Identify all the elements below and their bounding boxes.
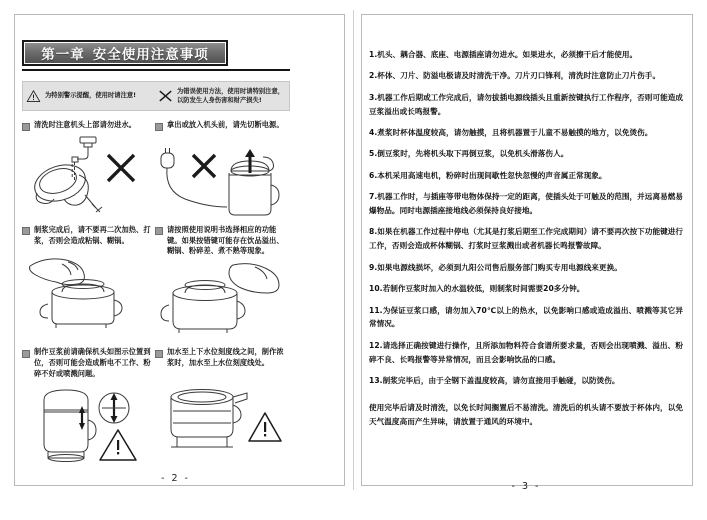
safety-item-1-text: 清洗时注意机头上部请勿进水。 bbox=[34, 120, 137, 129]
closing-note-paragraph: 使用完毕后请及时清洗，以免长时间搁置后不易清洗。清洗后的机头请不要放于杯体内，以免天气温度高而产生异味，请放置于通风的环境中。 bbox=[369, 402, 683, 426]
warning-legend-strip bbox=[22, 81, 290, 111]
safety-item-6 bbox=[155, 347, 294, 473]
note-item-5: 5.倒豆浆时，先将机头取下再倒豆浆，以免机头滑落伤人。 bbox=[369, 149, 569, 159]
safety-item-4 bbox=[155, 225, 294, 347]
square-bullet-icon bbox=[22, 350, 30, 358]
square-bullet-icon bbox=[155, 123, 163, 131]
forbidden-cross-icon bbox=[193, 155, 215, 177]
banner-label-group bbox=[22, 40, 228, 66]
note-item-11: 11.为保证豆浆口感，请勿加入70℃以上的热水，以免影响口感或造成溢出、喷溅等其它异常情况。 bbox=[369, 305, 683, 329]
note-item-10: 10.若制作豆浆时加入的水温较低，则制浆时间需要20多分钟。 bbox=[369, 284, 585, 294]
safety-item-2 bbox=[155, 120, 294, 225]
note-item-2: 2.杯体、刀片、防溢电极请及时清洗干净。刀片刃口锋利，清洗时注意防止刀片伤手。 bbox=[369, 71, 661, 81]
legend-entry-warning bbox=[23, 82, 155, 110]
safety-item-3 bbox=[22, 225, 155, 347]
left-page-number: - 2 - bbox=[161, 473, 190, 484]
safety-item-6-text: 加水至上下水位刻度线之间，制作浓浆时，加水至上水位刻度线处。 bbox=[167, 347, 284, 367]
warning-triangle-icon bbox=[249, 413, 281, 441]
safety-items-grid bbox=[22, 120, 294, 474]
note-item-7: 7.机器工作时，与插座等带电物体保持一定的距离，使插头处于可触及的范围，并远离易燃易爆物品。同时电源插座接地线必须保持良好接地。 bbox=[369, 192, 684, 216]
safety-item-5-text: 制作豆浆前请确保机头如图示位置到位，否则可能会造成断电不工作、粉碎不好或喷溅问题。 bbox=[34, 347, 151, 378]
chapter-title-label: 安全使用注意事项 bbox=[92, 47, 209, 63]
safety-item-5 bbox=[22, 347, 155, 473]
forbidden-cross-icon bbox=[158, 89, 173, 103]
square-bullet-icon bbox=[22, 227, 30, 235]
chapter-number-label: 第一章 bbox=[41, 47, 85, 63]
figure-faucet-washing-head bbox=[22, 133, 151, 225]
chapter-title-banner bbox=[22, 40, 228, 66]
figure-select-correct-function-key bbox=[155, 259, 290, 347]
note-item-9: 9.如果电源线损坏，必须到九阳公司售后服务部门购买专用电源线来更换。 bbox=[369, 262, 622, 272]
warning-triangle-icon bbox=[26, 89, 41, 103]
warning-triangle-icon bbox=[100, 430, 136, 460]
figure-no-second-heating-cycle bbox=[22, 248, 151, 336]
note-item-8: 8.如果在机器工作过程中停电（尤其是打浆后期至工作完成期间）请不要再次按下功能键进行工作，否则会造成杯体糊锅、打浆时豆浆溅出或者机器长鸣报警故障。 bbox=[369, 227, 684, 251]
legend-warning-text: 为特别警示提醒，使用时请注意! bbox=[45, 92, 137, 100]
note-item-1: 1.机头、耦合器、底座、电源插座请勿进水。如果进水，必须擦干后才能使用。 bbox=[369, 50, 638, 59]
square-bullet-icon bbox=[155, 350, 163, 358]
square-bullet-icon bbox=[22, 123, 30, 131]
chapter-underline bbox=[22, 69, 290, 71]
legend-forbidden-text: 为错误使用方法，使用时请特别注意，以防发生人身伤害和财产损失! bbox=[177, 87, 285, 104]
figure-water-level-marks bbox=[155, 371, 290, 463]
note-item-12: 12.请选择正确按键进行操作，且所添加物料符合食谱所要求量，否则会出现喷溅、溢出、粉碎不良、长鸣报警等异常情况，而且会影响饮品的口感。 bbox=[369, 340, 683, 364]
left-page bbox=[0, 0, 353, 500]
figure-head-seated-position-detail bbox=[22, 382, 151, 474]
safety-notes-list bbox=[369, 48, 683, 388]
safety-item-4-text: 请按照使用说明书选择相应的功能键。如果按错键可能存在饮品溢出、糊锅、粉碎差、煮不熟等现象。 bbox=[167, 224, 284, 256]
right-page-number: - 3 - bbox=[511, 481, 541, 492]
forbidden-cross-icon bbox=[108, 155, 134, 181]
safety-item-3-text: 制浆完成后，请不要再二次加热、打浆，否则会造成粘锅、糊锅。 bbox=[34, 224, 151, 245]
right-page bbox=[353, 0, 707, 500]
note-item-6: 6.本机采用高速电机，粉碎时出现间歇性忽快忽慢的声音属正常现象。 bbox=[369, 170, 607, 180]
safety-item-2-text: 拿出或放入机头前，请先切断电源。 bbox=[167, 120, 284, 129]
figure-unplug-before-removing-head bbox=[155, 133, 290, 225]
safety-item-1 bbox=[22, 120, 155, 225]
square-bullet-icon bbox=[155, 227, 163, 235]
note-item-13: 13.制浆完毕后，由于全钢下盖温度较高，请勿直接用手触碰，以防烫伤。 bbox=[369, 375, 620, 385]
legend-entry-forbidden bbox=[155, 82, 289, 110]
note-item-3: 3.机器工作后期或工作完成后，请勿拔插电源线插头且重新按键执行工作程序，否则可能造成豆浆溢出或长鸣报警。 bbox=[369, 92, 684, 116]
note-item-4: 4.煮浆时杯体温度较高，请勿触摸，且将机器置于儿童不易触摸的地方，以免烫伤。 bbox=[369, 128, 653, 138]
